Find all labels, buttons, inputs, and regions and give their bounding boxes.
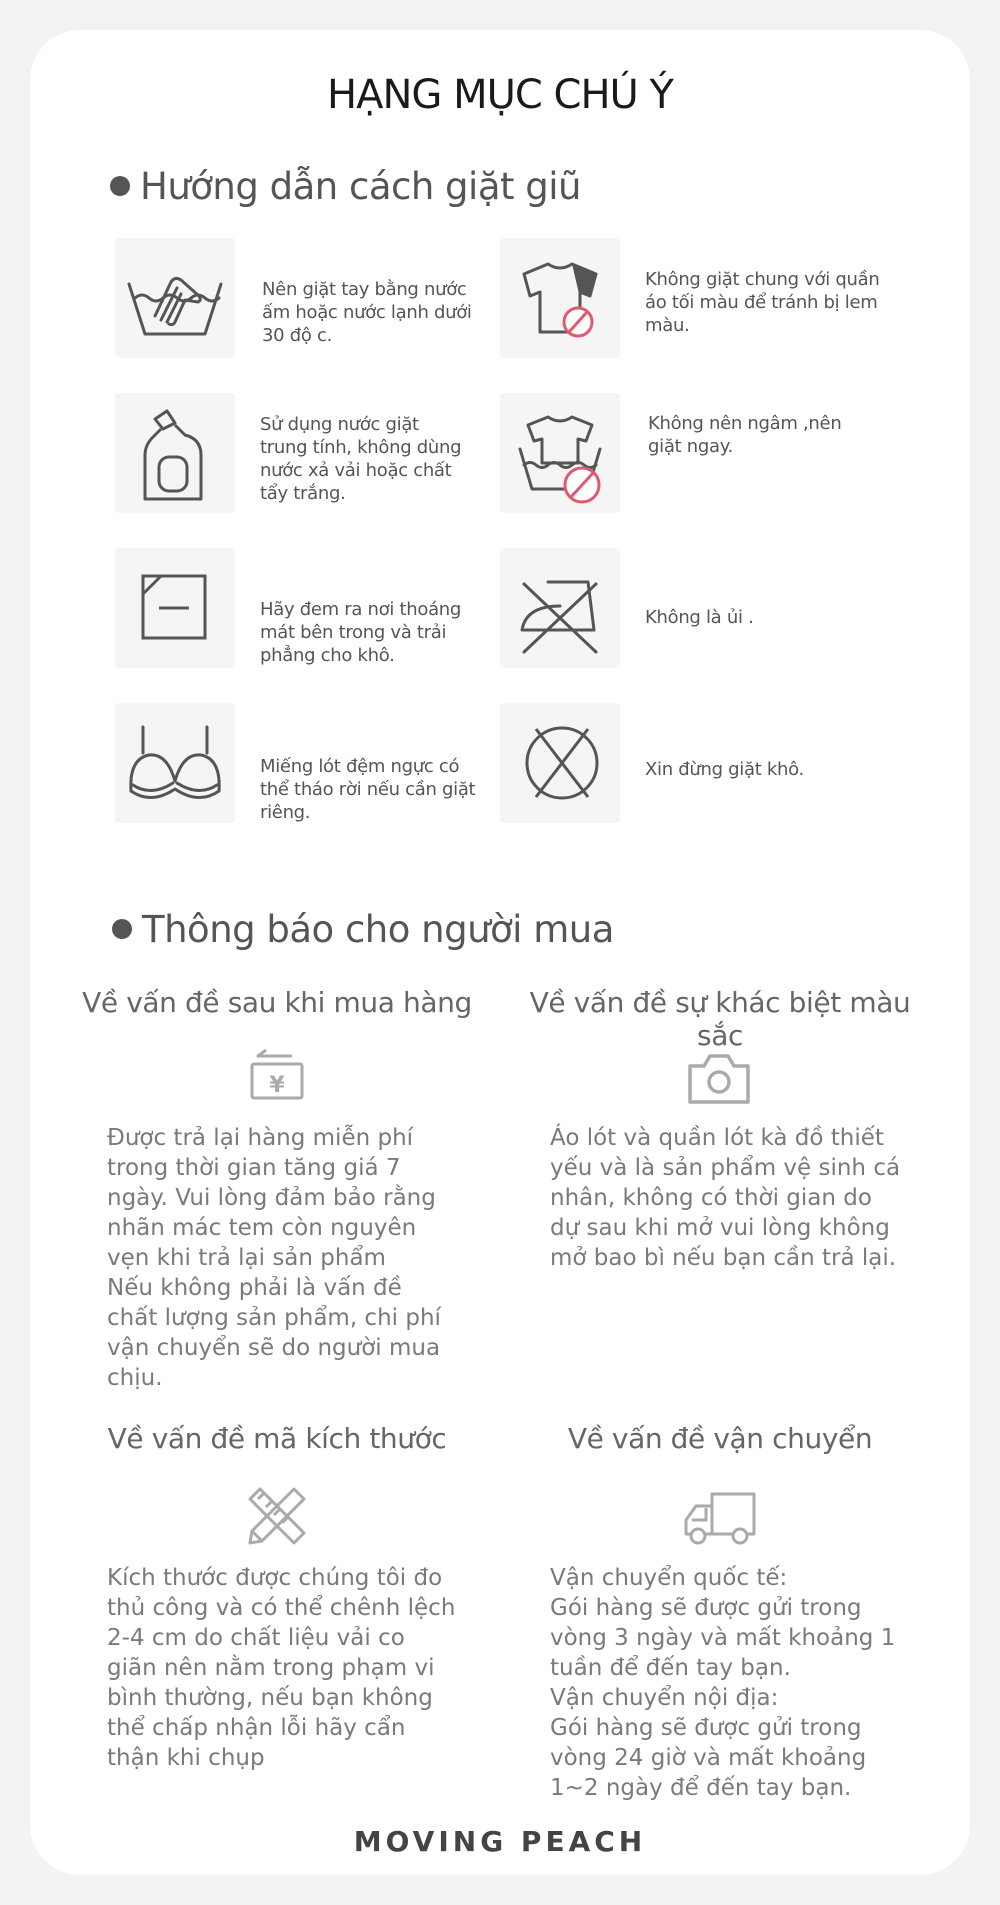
no-soak-icon: [500, 393, 620, 513]
care-text: Miếng lót đệm ngực có thể tháo rời nếu cần giặt riêng.: [260, 756, 476, 823]
care-tile: [500, 703, 620, 823]
care-tile: [115, 548, 235, 668]
notice-body: Áo lót và quần lót kà đồ thiết yếu và là sản phẩm vệ sinh cá nhân, không có thời gian do dự sau khi mở vui lòng không mở bao bì nếu bạn cần trả lại.: [550, 1125, 901, 1271]
notice-heading-text: Thông báo cho người mua: [142, 908, 614, 951]
care-section-heading: [110, 165, 581, 208]
refund-icon: [246, 1046, 308, 1102]
bullet-dot: [112, 919, 132, 939]
no-dry-clean-icon: [500, 703, 620, 823]
svg-text:¥: ¥: [269, 1073, 285, 1098]
notice-title: Về vấn đề sự khác biệt màu sắc: [529, 986, 911, 1052]
notice-title: Về vấn đề sau khi mua hàng: [82, 986, 472, 1019]
care-heading-text: Hướng dẫn cách giặt giũ: [140, 165, 581, 208]
care-tile: [500, 548, 620, 668]
ruler-pencil-icon: [244, 1483, 310, 1549]
notice-body: Được trả lại hàng miễn phí trong thời gian tăng giá 7 ngày. Vui lòng đảm bảo rằng nhãn mác tem còn nguyên vẹn khi trả lại sản phẩm Nếu không phải là vấn đề chất lượng sản phẩm, chi phí vận chuyển sẽ do người mua chịu.: [107, 1125, 441, 1391]
no-iron-icon: [500, 548, 620, 668]
hand-wash-icon: [115, 238, 235, 358]
care-tile: [500, 238, 620, 358]
care-tile: [115, 393, 235, 513]
care-tile: [115, 703, 235, 823]
notice-title: Về vấn đề mã kích thước: [107, 1422, 447, 1455]
bra-icon: [115, 703, 235, 823]
detergent-bottle-icon: [115, 393, 235, 513]
care-text: Không là ủi .: [645, 607, 754, 628]
care-text: Không giặt chung với quần áo tối màu để tránh bị lem màu.: [645, 269, 880, 336]
notice-body: Kích thước được chúng tôi đo thủ công và có thể chênh lệch 2-4 cm do chất liệu vải co giãn nên nằm trong phạm vi bình thường, nếu bạn không thể chấp nhận lỗi hãy cẩn thận khi chụp: [107, 1565, 456, 1771]
camera-icon: [686, 1052, 752, 1106]
flat-dry-icon: [115, 548, 235, 668]
page-title: HẠNG MỤC CHÚ Ý: [327, 72, 673, 118]
care-text: Không nên ngâm ,nên giặt ngay.: [648, 413, 842, 457]
care-tile: [115, 238, 235, 358]
care-text: Hãy đem ra nơi thoáng mát bên trong và trải phẳng cho khô.: [260, 599, 462, 666]
care-tile: [500, 393, 620, 513]
truck-icon: [682, 1490, 758, 1548]
care-text: Sử dụng nước giặt trung tính, không dùng nước xả vải hoặc chất tẩy trắng.: [260, 414, 462, 504]
care-text: Nên giặt tay bằng nước ấm hoặc nước lạnh dưới 30 độ c.: [262, 279, 472, 346]
no-dark-colors-icon: [500, 238, 620, 358]
care-text: Xin đừng giặt khô.: [645, 759, 804, 780]
notice-title: Về vấn đề vận chuyển: [567, 1422, 873, 1455]
notice-section-heading: [112, 908, 614, 951]
bullet-dot: [110, 176, 130, 196]
notice-body: Vận chuyển quốc tế: Gói hàng sẽ được gửi trong vòng 3 ngày và mất khoảng 1 tuần để đến tay bạn. Vận chuyển nội địa: Gói hàng sẽ được gửi trong vòng 24 giờ và mất khoảng 1~2 ngày để đến tay bạn.: [550, 1565, 896, 1801]
brand-logo: MOVING PEACH: [353, 1825, 647, 1858]
